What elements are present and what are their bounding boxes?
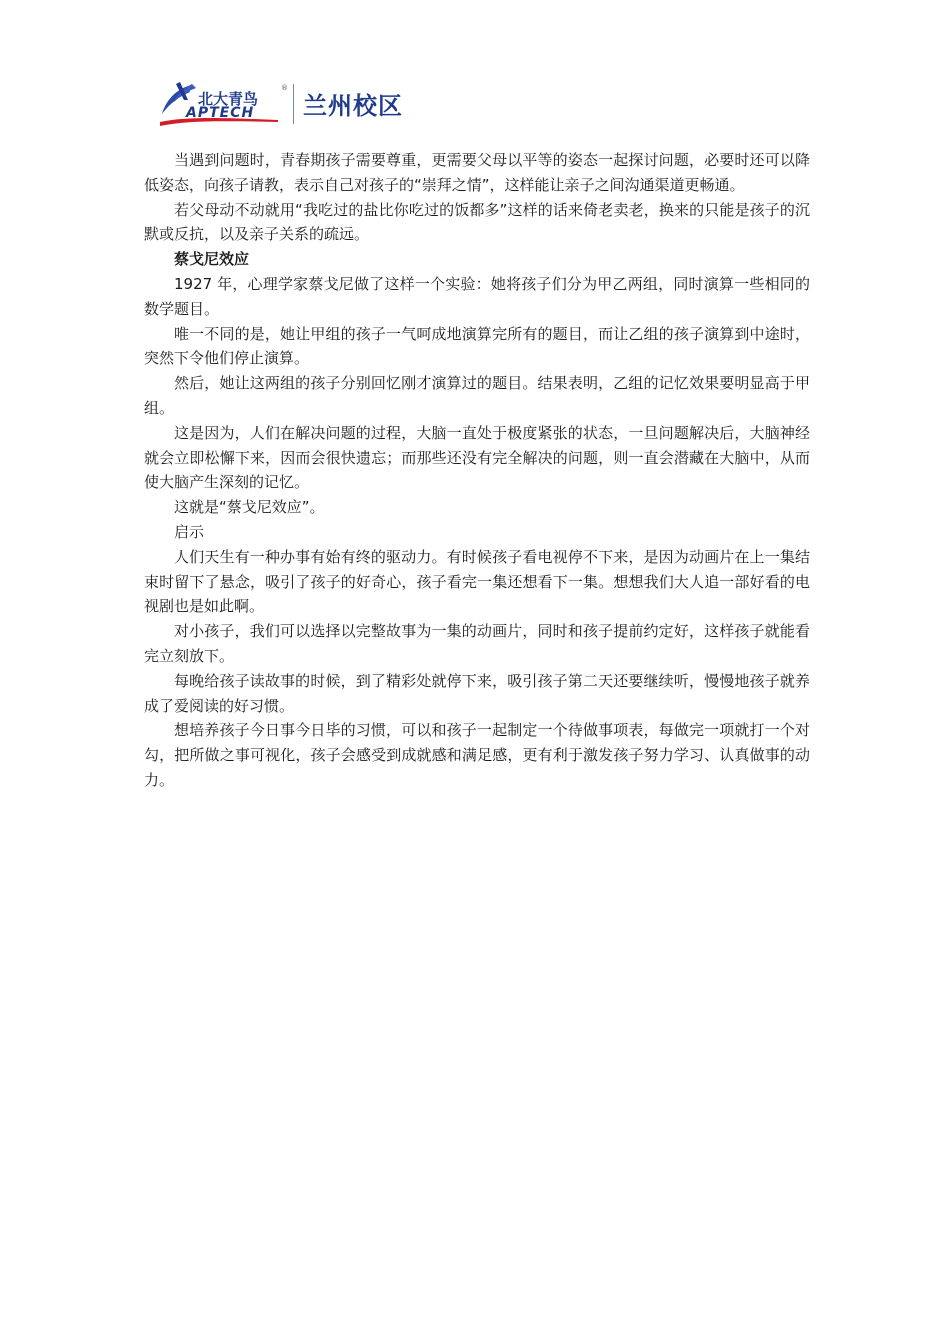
paragraph: 对小孩子，我们可以选择以完整故事为一集的动画片，同时和孩子提前约定好，这样孩子就能看完立刻放下。 — [144, 622, 810, 665]
paragraph: 然后，她让这两组的孩子分别回忆刚才演算过的题目。结果表明，乙组的记忆效果要明显高于甲组。 — [144, 374, 810, 417]
paragraph: 唯一不同的是，她让甲组的孩子一气呵成地演算完所有的题目，而让乙组的孩子演算到中途时，突然下令他们停止演算。 — [144, 324, 810, 368]
page-header — [158, 80, 438, 130]
paragraph: 1927 年，心理学家蔡戈尼做了这样一个实验：她将孩子们分为甲乙两组，同时演算一些相同的数学题目。 — [144, 274, 810, 318]
logo-english-name: APTECH — [186, 105, 255, 121]
paragraph: 人们天生有一种办事有始有终的驱动力。有时候孩子看电视停不下来，是因为动画片在上一集结束时留下了悬念，吸引了孩子的好奇心，孩子看完一集还想看下一集。想想我们大人追一部好看的电视剧也是如此啊。 — [144, 547, 810, 616]
paragraph: 当遇到问题时，青春期孩子需要尊重，更需要父母以平等的姿态一起探讨问题，必要时还可以降低姿态，向孩子请教，表示自己对孩子的“崇拜之情”，这样能让亲子之间沟通渠道更畅通。 — [144, 151, 810, 194]
logo-chinese-name: 北大青鸟 — [198, 90, 259, 108]
campus-title: 兰州校区 — [303, 92, 403, 120]
paragraph: 每晚给孩子读故事的时候，到了精彩处就停下来，吸引孩子第二天还要继续听，慢慢地孩子就养成了爱阅读的好习惯。 — [144, 671, 810, 715]
section-heading: 蔡戈尼效应 — [174, 250, 250, 269]
subheading: 启示 — [174, 522, 205, 541]
paragraph: 这是因为，人们在解决问题的过程，大脑一直处于极度紧张的状态，一旦问题解决后，大脑神经就会立即松懈下来，因而会很快遗忘；而那些还没有完全解决的问题，则一直会潜藏在大脑中，从而使大脑产生深刻的记忆。 — [144, 423, 810, 492]
header-divider — [293, 84, 294, 124]
paragraph: 这就是“蔡戈尼效应”。 — [174, 498, 325, 517]
registered-mark: ® — [281, 84, 288, 92]
article-body — [144, 148, 810, 793]
paragraph: 若父母动不动就用“我吃过的盐比你吃过的饭都多”这样的话来倚老卖老，换来的只能是孩子的沉默或反抗，以及亲子关系的疏远。 — [144, 200, 810, 244]
paragraph: 想培养孩子今日事今日毕的习惯，可以和孩子一起制定一个待做事项表，每做完一项就打一个对勾，把所做之事可视化，孩子会感受到成就感和满足感，更有利于激发孩子努力学习、认真做事的动力。 — [144, 721, 810, 789]
